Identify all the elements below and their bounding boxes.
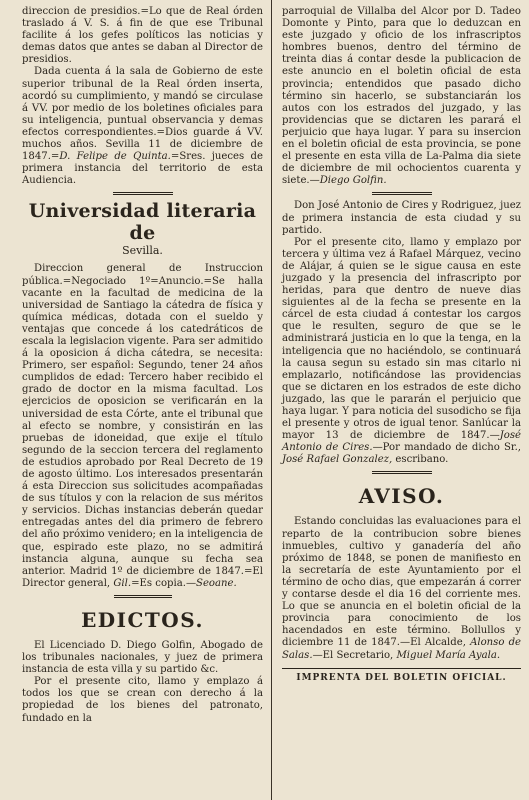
section-title-universidad: Universidad literaria de <box>28 200 257 245</box>
signature: D. Felipe de Quinta. <box>59 151 171 163</box>
column-rule <box>271 0 272 800</box>
section-title-aviso: AVISO. <box>358 484 445 509</box>
section-divider <box>114 595 172 598</box>
right-column <box>276 0 529 800</box>
section-divider <box>372 192 432 195</box>
right-paragraph-2: Don José Antonio de Cires y Rodriguez, juez de primera instancia de esta ciudad y su partido. <box>282 200 521 236</box>
left-paragraph-4: El Licenciado D. Diego Golfin, Abogado de los tribunales nacionales, y juez de primera instancia de esta villa y su partido &c. <box>22 639 263 676</box>
right-paragraph-3: Por el presente cito, llamo y emplazo por tercera y última vez á Rafael Márquez, vecino de Alájar, á quien se le sigue causa en este juzgado y la presencia del infrascripto por heridas, para que dentro de nueve dias siguientes al de la fecha se presente en la cárcel de esta ciudad á contestar los cargos que le resulten, seguro de que se le administrará justicia en lo que la tenga, en la inteligencia que no haciéndolo, se continuará la causa segun su estado sin mas citarlo ni emplazarlo, notificándose las providencias que se dictaren en los estrados de este dicho juzgado, las que le pararán el perjuicio que haya lugar. Y para noticia del susodicho se fija el presente y otros de igual tenor. Sanlúcar la mayor 13 de diciembre de 1847.—José Antonio de Cires.—Por mandado de dicho Sr., José Rafael Gonzalez, escribano. <box>282 236 521 466</box>
left-paragraph-3: Direccion general de Instruccion pública.=Negociado 1º=Anuncio.=Se halla vacante en la facultad de medicina de la universidad de Santiago la cátedra de física y química médicas, dotada con el sueldo y ventajas que concede á los catedráticos de escala la legislacion vigente. Para ser admitido á la oposicion á dicha cátedra, se necesita: Primero, ser español: Segundo, tener 24 años cumplidos de edad: Tercero haber recibido el grado de doctor en la misma facultad. Los ejercicios de oposicion se verificarán en la universidad de esta Córte, ante el tribunal que al efecto se nombre, y consistirán en las pruebas de idoneidad, que exije el título segundo de la seccion tercera del reglamento de estudios aprobado por Real Decreto de 19 de agosto último. Los interesados presentarán á esta Direccion sus solicitudes acompañadas de sus títulos y con la relacion de sus méritos y servicios. Dichas instancias deberán quedar entregadas antes del dia primero de febrero del año próximo venidero; en la inteligencia de que, espirado este plazo, no se admitirá instancia alguna, aunque su fecha sea anterior. Madrid 1º de diciembre de 1847.=El Director general, Gil.=Es copia.—Seoane. <box>22 263 263 589</box>
footer-rule <box>282 668 521 669</box>
signature: José Rafael Gonzalez, <box>282 454 393 466</box>
right-paragraph-4: Estando concluidas las evaluaciones para el reparto de la contribucion sobre bienes inmuebles, cultivo y ganadería del año próximo de 1848, se ponen de manifiesto en la secretaría de este Ayuntamiento por el término de ocho dias, que empezarán á correr y contarse desde el dia 16 del corriente mes. Lo que se anuncia en el boletin oficial de la provincia para conocimiento de los hacendados en este término. Bollullos y diciembre 11 de 1847.—El Alcalde, Alonso de Salas.—El Secretario, Miguel María Ayala. <box>282 516 522 661</box>
left-paragraph-2: Dada cuenta á la sala de Gobierno de este superior tribunal de la Real órden inserta, acordó su cumplimiento, y mandó se circulase á VV. por medio de los boletines oficiales para su inteligencia, puntual observancia y demas efectos correspondientes.=Dios guarde á VV. muchos años. Sevilla 11 de diciembre de 1847.=D. Felipe de Quinta.=Sres. jueces de primera instancia del territorio de esta Audiencia. <box>22 66 263 187</box>
signature: Miguel María Ayala. <box>396 649 501 661</box>
signature: Alonso de Salas. <box>282 637 522 661</box>
left-paragraph-1: direccion de presidios.=Lo que de Real órden traslado á V. S. á fin de que ese Tribunal facilite á los gefes políticos las noticias y demas datos que antes se daban al Director de presidios. <box>22 6 263 66</box>
section-subtitle-sevilla: Sevilla. <box>122 244 163 258</box>
right-paragraph-1: parroquial de Villalba del Alcor por D. Tadeo Domonte y Pinto, para que lo deduzcan en este juzgado y oficio de los infrascriptos hombres buenos, dentro del término de treinta dias á contar desde la publicacion de este anuncio en el boletin oficial de esta provincia; entendidos que pasado dicho término sin hacerlo, se substanciarán los autos con los estrados del juzgado, y las providencias que se dictaren les parará el perjuicio que haya lugar. Y para su insercion en el boletin oficial de esta provincia, se pone el presente en esta villa de La-Palma dia siete de diciembre de mil ochocientos cuarenta y siete.—Diego Golfin. <box>282 6 521 187</box>
section-title-edictos: EDICTOS. <box>81 607 204 632</box>
signature: Diego Golfin. <box>319 175 387 187</box>
left-paragraph-5: Por el presente cito, llamo y emplazo á todos los que se crean con derecho á la propiedad de los bienes del patronato, fundado en la <box>22 676 263 724</box>
signature: Seoane. <box>196 577 237 589</box>
signature: Gil. <box>113 577 132 589</box>
signature: José Antonio de Cires. <box>282 430 521 454</box>
imprint-line: IMPRENTA DEL BOLETIN OFICIAL. <box>296 672 507 683</box>
section-divider <box>113 192 173 195</box>
section-divider <box>372 471 432 474</box>
